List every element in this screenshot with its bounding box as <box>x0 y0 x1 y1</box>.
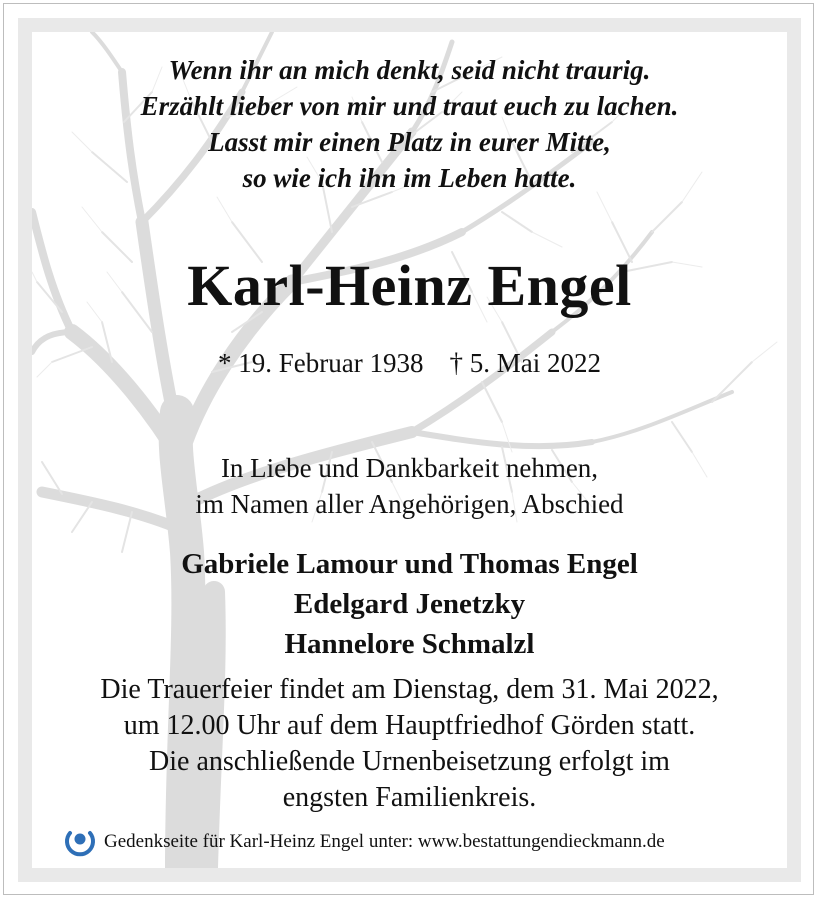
poem-line: Erzählt lieber von mir und traut euch zu lachen. <box>140 91 679 121</box>
obituary-card <box>18 18 801 882</box>
mourner-name: Gabriele Lamour und Thomas Engel <box>181 548 638 580</box>
mourner-name: Hannelore Schmalzl <box>284 628 535 660</box>
deceased-name: Karl-Heinz Engel <box>187 253 632 318</box>
funeral-service-info <box>32 672 787 816</box>
memorial-footer <box>32 822 787 862</box>
mourner-name: Edelgard Jenetzky <box>293 588 526 620</box>
obituary-outer-frame <box>3 3 814 895</box>
life-dates <box>32 347 787 379</box>
poem-line: Lasst mir einen Platz in eurer Mitte, <box>208 127 611 157</box>
service-line: Die Trauerfeier findet am Dienstag, dem 31. Mai 2022, <box>100 674 719 705</box>
intro-line: im Namen aller Angehörigen, Abschied <box>195 489 624 519</box>
poem-line: so wie ich ihn im Leben hatte. <box>242 163 577 193</box>
obituary-content <box>32 32 787 868</box>
poem-line: Wenn ihr an mich denkt, seid nicht traurig. <box>168 55 651 85</box>
memorial-logo-icon <box>64 825 96 857</box>
intro-line: In Liebe und Dankbarkeit nehmen, <box>220 453 599 483</box>
memorial-page-link[interactable]: Gedenkseite für Karl-Heinz Engel unter: www.bestattungendieckmann.de <box>104 831 665 852</box>
service-line: engsten Familienkreis. <box>282 782 537 813</box>
service-line: um 12.00 Uhr auf dem Hauptfriedhof Görden statt. <box>123 710 696 741</box>
birth-date: * 19. Februar 1938 <box>218 348 424 378</box>
farewell-intro <box>32 450 787 522</box>
service-line: Die anschließende Urnenbeisetzung erfolgt im <box>149 746 670 777</box>
death-date: † 5. Mai 2022 <box>449 348 601 378</box>
mourners-list <box>32 544 787 664</box>
poem <box>32 52 787 196</box>
